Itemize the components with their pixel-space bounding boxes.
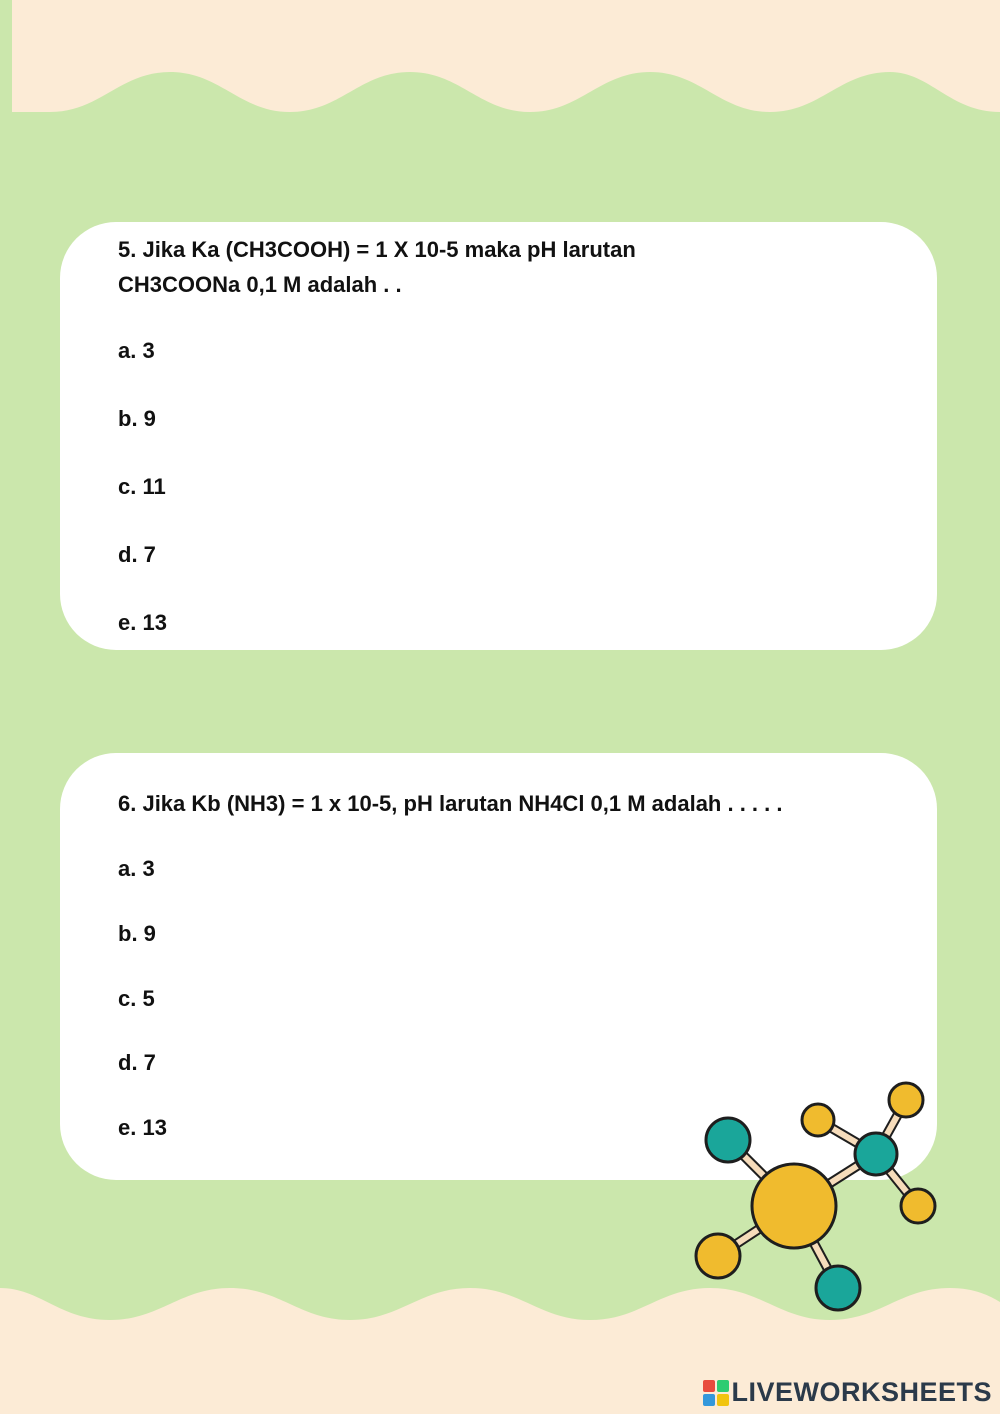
option-d[interactable]: d. 7 [118,542,156,567]
option-c[interactable]: c. 11 [118,474,166,499]
option-b[interactable]: b. 9 [118,406,156,431]
liveworksheets-watermark [703,1377,992,1408]
option-c[interactable]: c. 5 [118,986,155,1011]
question-card-5 [60,222,937,650]
liveworksheets-logo-icon [703,1380,729,1406]
option-e[interactable]: e. 13 [118,1115,167,1140]
option-d[interactable]: d. 7 [118,1050,156,1075]
question-text: 6. Jika Kb (NH3) = 1 x 10-5, pH larutan NH4Cl 0,1 M adalah . . . . . [118,791,783,816]
option-b[interactable]: b. 9 [118,921,156,946]
option-e[interactable]: e. 13 [118,610,167,635]
brand-name: LIVEWORKSHEETS [731,1377,992,1407]
option-a[interactable]: a. 3 [118,856,155,881]
top-wave-decoration [0,0,1000,120]
molecule-illustration [680,1070,960,1330]
option-a[interactable]: a. 3 [118,338,155,363]
question-text: 5. Jika Ka (CH3COOH) = 1 X 10-5 maka pH larutan CH3COONa 0,1 M adalah . . [118,237,636,297]
